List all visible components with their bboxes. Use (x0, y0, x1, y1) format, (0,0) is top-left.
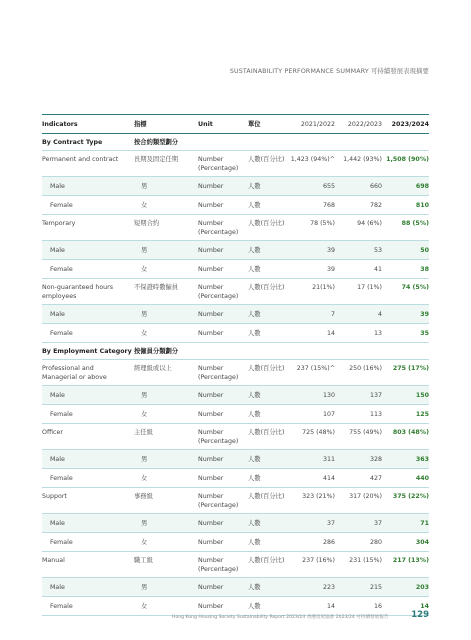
table-row (42, 386, 429, 405)
unit-label: Number (198, 241, 248, 260)
table-row (42, 552, 429, 578)
col-indicators-zh: 指標 (134, 115, 198, 134)
col-2022-2023: 2022/2023 (335, 115, 382, 134)
unit-label: Number (198, 597, 248, 616)
value-2022-2023: 231 (15%) (335, 552, 382, 578)
unit-label: Number (198, 405, 248, 424)
unit-label: Number (Percentage) (198, 279, 248, 305)
value-2021-2022: 14 (288, 324, 335, 343)
table-row (42, 360, 429, 386)
indicator-name-zh: 事務級 (134, 488, 198, 514)
value-2022-2023: 16 (335, 597, 382, 616)
col-unit-zh: 單位 (248, 115, 288, 134)
value-2022-2023: 4 (335, 305, 382, 324)
category-title-zh: 按僱員分類劃分 (134, 343, 198, 360)
category-spacer (288, 343, 335, 360)
unit-label-zh: 人數(百分比) (248, 424, 288, 450)
table-header-row (42, 115, 429, 134)
value-2023-2024: 440 (382, 469, 429, 488)
value-2023-2024: 375 (22%) (382, 488, 429, 514)
indicator-name-zh: 男 (134, 578, 198, 597)
value-2022-2023: 37 (335, 514, 382, 533)
value-2023-2024: 363 (382, 450, 429, 469)
value-2021-2022: 237 (15%)^ (288, 360, 335, 386)
table-row (42, 196, 429, 215)
indicator-name-zh: 不保證時數僱員 (134, 279, 198, 305)
indicator-name-zh: 女 (134, 469, 198, 488)
indicator-name: Female (42, 260, 134, 279)
table-row (42, 177, 429, 196)
indicator-name: Temporary (42, 215, 134, 241)
unit-label: Number (198, 469, 248, 488)
value-2023-2024: 217 (13%) (382, 552, 429, 578)
unit-label-zh: 人數 (248, 386, 288, 405)
value-2021-2022: 7 (288, 305, 335, 324)
value-2022-2023: 280 (335, 533, 382, 552)
unit-label-zh: 人數(百分比) (248, 552, 288, 578)
unit-label-zh: 人數(百分比) (248, 151, 288, 177)
unit-label-zh: 人數 (248, 241, 288, 260)
value-2023-2024: 275 (17%) (382, 360, 429, 386)
unit-label: Number (Percentage) (198, 552, 248, 578)
category-title: By Employment Category (42, 343, 134, 360)
indicator-name-zh: 男 (134, 386, 198, 405)
value-2023-2024: 698 (382, 177, 429, 196)
table-row (42, 405, 429, 424)
table-row (42, 514, 429, 533)
category-title-zh: 按合約類型劃分 (134, 134, 198, 151)
indicator-name-zh: 男 (134, 305, 198, 324)
value-2023-2024: 810 (382, 196, 429, 215)
footer-text: Hong Kong Housing Society Sustainability Report 2023/24 香港房屋協會 2023/24 可持續發展報告 (172, 615, 389, 620)
indicator-name-zh: 主任級 (134, 424, 198, 450)
indicator-name-zh: 女 (134, 260, 198, 279)
table-row (42, 488, 429, 514)
value-2021-2022: 768 (288, 196, 335, 215)
unit-label-zh: 人數 (248, 533, 288, 552)
category-spacer (288, 134, 335, 151)
table-body (42, 134, 429, 616)
indicator-name: Male (42, 514, 134, 533)
value-2022-2023: 660 (335, 177, 382, 196)
value-2022-2023: 17 (1%) (335, 279, 382, 305)
indicator-name-zh: 男 (134, 450, 198, 469)
unit-label-zh: 人數 (248, 469, 288, 488)
value-2023-2024: 50 (382, 241, 429, 260)
category-spacer (335, 343, 382, 360)
unit-label-zh: 人數 (248, 597, 288, 616)
indicator-name: Male (42, 241, 134, 260)
value-2021-2022: 237 (16%) (288, 552, 335, 578)
table-row (42, 424, 429, 450)
unit-label: Number (198, 450, 248, 469)
unit-label: Number (Percentage) (198, 215, 248, 241)
value-2021-2022: 37 (288, 514, 335, 533)
unit-label-zh: 人數 (248, 514, 288, 533)
value-2023-2024: 35 (382, 324, 429, 343)
category-spacer (382, 134, 429, 151)
value-2023-2024: 71 (382, 514, 429, 533)
indicator-name-zh: 短期合約 (134, 215, 198, 241)
table-row (42, 279, 429, 305)
indicator-name-zh: 男 (134, 241, 198, 260)
table-row (42, 533, 429, 552)
unit-label: Number (Percentage) (198, 424, 248, 450)
indicator-name: Manual (42, 552, 134, 578)
category-spacer (335, 134, 382, 151)
value-2022-2023: 427 (335, 469, 382, 488)
value-2022-2023: 94 (6%) (335, 215, 382, 241)
category-row (42, 343, 429, 360)
col-unit: Unit (198, 115, 248, 134)
value-2021-2022: 655 (288, 177, 335, 196)
value-2022-2023: 113 (335, 405, 382, 424)
value-2021-2022: 286 (288, 533, 335, 552)
unit-label-zh: 人數 (248, 196, 288, 215)
unit-label-zh: 人數(百分比) (248, 279, 288, 305)
value-2021-2022: 130 (288, 386, 335, 405)
indicator-name: Female (42, 196, 134, 215)
value-2023-2024: 803 (48%) (382, 424, 429, 450)
value-2023-2024: 203 (382, 578, 429, 597)
table-row (42, 597, 429, 616)
indicator-name: Male (42, 578, 134, 597)
category-spacer (248, 343, 288, 360)
indicator-name-zh: 長期及固定任期 (134, 151, 198, 177)
value-2022-2023: 782 (335, 196, 382, 215)
table-row (42, 241, 429, 260)
value-2023-2024: 14 (382, 597, 429, 616)
category-spacer (382, 343, 429, 360)
value-2021-2022: 107 (288, 405, 335, 424)
unit-label: Number (Percentage) (198, 488, 248, 514)
col-indicators: Indicators (42, 115, 134, 134)
indicator-name: Male (42, 386, 134, 405)
value-2023-2024: 74 (5%) (382, 279, 429, 305)
value-2022-2023: 250 (16%) (335, 360, 382, 386)
unit-label-zh: 人數 (248, 305, 288, 324)
value-2023-2024: 304 (382, 533, 429, 552)
value-2022-2023: 215 (335, 578, 382, 597)
indicator-name-zh: 女 (134, 533, 198, 552)
value-2021-2022: 414 (288, 469, 335, 488)
unit-label: Number (198, 177, 248, 196)
unit-label-zh: 人數 (248, 405, 288, 424)
indicator-name: Male (42, 305, 134, 324)
col-2021-2022: 2021/2022 (288, 115, 335, 134)
category-spacer (198, 134, 248, 151)
value-2021-2022: 78 (5%) (288, 215, 335, 241)
unit-label-zh: 人數 (248, 260, 288, 279)
unit-label: Number (198, 260, 248, 279)
unit-label-zh: 人數 (248, 450, 288, 469)
performance-table-container (42, 114, 429, 616)
unit-label: Number (198, 578, 248, 597)
unit-label: Number (Percentage) (198, 360, 248, 386)
unit-label-zh: 人數(百分比) (248, 215, 288, 241)
indicator-name: Female (42, 597, 134, 616)
unit-label-zh: 人數 (248, 578, 288, 597)
value-2021-2022: 14 (288, 597, 335, 616)
indicator-name-zh: 女 (134, 196, 198, 215)
value-2022-2023: 328 (335, 450, 382, 469)
indicator-name: Permanent and contract (42, 151, 134, 177)
unit-label: Number (198, 514, 248, 533)
value-2022-2023: 53 (335, 241, 382, 260)
unit-label: Number (198, 324, 248, 343)
indicator-name: Professional and Managerial or above (42, 360, 134, 386)
indicator-name-zh: 女 (134, 405, 198, 424)
unit-label-zh: 人數 (248, 177, 288, 196)
indicator-name-zh: 男 (134, 514, 198, 533)
category-title: By Contract Type (42, 134, 134, 151)
value-2022-2023: 317 (20%) (335, 488, 382, 514)
table-row (42, 324, 429, 343)
value-2022-2023: 755 (49%) (335, 424, 382, 450)
col-2023-2024: 2023/2024 (382, 115, 429, 134)
value-2022-2023: 41 (335, 260, 382, 279)
table-row (42, 151, 429, 177)
indicator-name: Female (42, 533, 134, 552)
value-2022-2023: 1,442 (93%) (335, 151, 382, 177)
value-2021-2022: 21(1%) (288, 279, 335, 305)
unit-label-zh: 人數(百分比) (248, 360, 288, 386)
indicator-name: Female (42, 324, 134, 343)
category-spacer (198, 343, 248, 360)
indicator-name: Female (42, 405, 134, 424)
unit-label-zh: 人數 (248, 324, 288, 343)
unit-label: Number (198, 533, 248, 552)
value-2022-2023: 137 (335, 386, 382, 405)
value-2023-2024: 150 (382, 386, 429, 405)
indicator-name: Support (42, 488, 134, 514)
indicator-name-zh: 職工級 (134, 552, 198, 578)
table-row (42, 578, 429, 597)
table-row (42, 450, 429, 469)
value-2021-2022: 223 (288, 578, 335, 597)
value-2021-2022: 39 (288, 241, 335, 260)
value-2021-2022: 39 (288, 260, 335, 279)
value-2021-2022: 725 (48%) (288, 424, 335, 450)
unit-label: Number (198, 196, 248, 215)
indicator-name-zh: 經理級或以上 (134, 360, 198, 386)
indicator-name: Officer (42, 424, 134, 450)
value-2023-2024: 88 (5%) (382, 215, 429, 241)
value-2022-2023: 13 (335, 324, 382, 343)
indicator-name: Male (42, 450, 134, 469)
value-2023-2024: 125 (382, 405, 429, 424)
page-number: 129 (411, 610, 429, 620)
indicator-name-zh: 男 (134, 177, 198, 196)
value-2021-2022: 311 (288, 450, 335, 469)
category-row (42, 134, 429, 151)
value-2023-2024: 38 (382, 260, 429, 279)
performance-table (42, 114, 429, 616)
unit-label: Number (198, 305, 248, 324)
section-header: SUSTAINABILITY PERFORMANCE SUMMARY 可持續發展表現摘要 (229, 68, 429, 75)
unit-label: Number (198, 386, 248, 405)
value-2023-2024: 39 (382, 305, 429, 324)
unit-label-zh: 人數(百分比) (248, 488, 288, 514)
indicator-name-zh: 女 (134, 324, 198, 343)
table-row (42, 305, 429, 324)
indicator-name-zh: 女 (134, 597, 198, 616)
table-row (42, 260, 429, 279)
indicator-name: Non-guaranteed hours employees (42, 279, 134, 305)
indicator-name: Male (42, 177, 134, 196)
value-2023-2024: 1,508 (90%) (382, 151, 429, 177)
value-2021-2022: 323 (21%) (288, 488, 335, 514)
table-row (42, 215, 429, 241)
table-row (42, 469, 429, 488)
value-2021-2022: 1,423 (94%)^ (288, 151, 335, 177)
category-spacer (248, 134, 288, 151)
indicator-name: Female (42, 469, 134, 488)
unit-label: Number (Percentage) (198, 151, 248, 177)
